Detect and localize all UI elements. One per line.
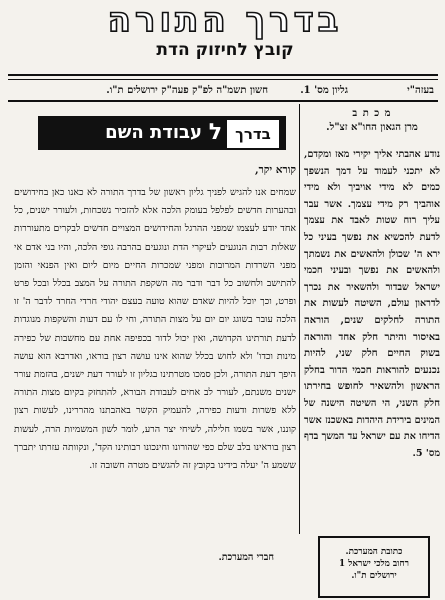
issue-number: גליון מס' 1. bbox=[300, 85, 348, 96]
corner-ornament bbox=[318, 586, 330, 598]
letter-body bbox=[304, 147, 440, 462]
letter-column bbox=[304, 104, 440, 504]
divider-top-thin bbox=[8, 79, 438, 80]
address-line-1: כתובת המערכת. bbox=[345, 547, 403, 557]
address-box bbox=[318, 536, 430, 598]
letter-body-part-1: נודע אהבתי אליך יקירי מאז ומקדם, לא יתכני לעמוד על דמך הנשפך כמים לא מידי אויביך ולא מידי אוהביך רק מידי עצמך. אשר עבר עליך רוח שטות לאבד את עצמך לדעת להכשיא את נפשך בעיני כל ירא ה' שכולן ולהאשים את נשמתך ולהאשים את נפשך ובעיני חכמי ישראל שבדור ולהשאיר את נכרך לדראון עולם, bbox=[304, 149, 440, 310]
article-body: שמחים אנו להגיש לפניך גליון ראשון של בדרך התורה לא כאנו כאן בחידושים ובהערות חדשים לפלפל בעומק הלכה אלא להזכיר נשכחות, ולעורר ישנים, כל אחד יודע לעצמו שמפני ההרגל והחידושים המצויים חדשים לבקרים מתעוררות שאלות רבות הנוגעים לעיקרי הדת ונוגעים בהרבה גופי הלכה, והיו בני אדם אי מפני השרדות המרובות ומפני שמכרות החיים מיום ליום ואין הפנאי והזמן להתישב ולחשוב כל דבר ודבר מה השקפת התורה על המצב בכלל ובכל פרט ופרט, וכך יוכל להיות שאדם שהוא טועה בעצם יהודי חרדי החרד לדבר ה' זו הלכה עובר בשוגג יום יום על מצות התורה, וחי לו עם דעות והשקפות מנוגדות לדעת תורתינו הקדושה, ואין יכול לדור בכפיפה אחת עם מחשבות של כפירה מינות וכדו' ולא לחוש בכלל שהוא אינו עושה רצון בוראו, ואדרבא הוא עושה היפך דעת התורה, ולכן סמכו מטרתינו בגליון זו לעורר דעת ישנים, בהזמת עורר ישנים משנתם, לעורר לב אחים לעבודת הבורא, להתחזק בקיום מצות התורה ללא פשרות ודעות כפירה, להעמיק הקשר באהבתנו מהררינו, לעשות רצון קוננו, אשר בשמו חלילה, לשיחי יצר הרע, לומר לשון המשמיות הרה, לעשות רצון בוראינו בלב שלם כפי שהורונו וחינכונו רבותינו הקד', ונקוותה עזרתו יתברך ששמע ה' יעלה בידינו בקובץ זה להגשים מטרה חשובה זו. bbox=[14, 187, 296, 472]
masthead-title: בדרך התורה bbox=[107, 0, 343, 40]
corner-ornament bbox=[418, 536, 430, 548]
issue-line bbox=[8, 84, 436, 98]
divider-top bbox=[8, 74, 438, 76]
headline-prefix: בדרך bbox=[226, 119, 280, 149]
letter-author: מרן הגאון החו"א זצ"ל. bbox=[326, 122, 418, 133]
article-signature: חברי המערכת. bbox=[218, 552, 274, 563]
article-column bbox=[14, 104, 296, 563]
corner-ornament bbox=[418, 586, 430, 598]
divider-under-issue bbox=[8, 100, 438, 102]
issue-date: חשון תשמ"ה לפ"ק פעה"ק ירושלים ת"ו. bbox=[106, 85, 268, 96]
letter-body-part-2: הי השיטה הישנה של המינים בירידת היהדות באשכנז אשר הדיחו את עם ישראל עד המשך בדף מס' 5. bbox=[304, 397, 440, 459]
letter-heading: מ כ ת ב bbox=[352, 108, 392, 119]
column-divider bbox=[299, 104, 300, 534]
letter-body-emphasis: השיטה לעשות את התורה לחלקים שנים, הוראה באיסור והיתר חלק אחד והוראה בשוק החיים חלק שני, להיות נכנעים להוראות חכמי הדור בחלק הראשון ולהשאיר לחופש בחירתו חלק השני, bbox=[304, 298, 440, 409]
article-headline bbox=[38, 116, 286, 150]
address-line-2: רחוב מלכי ישראל 1 bbox=[339, 559, 409, 569]
corner-ornament bbox=[318, 536, 330, 548]
masthead-subtitle: קובץ לחיזוק הדת bbox=[156, 40, 294, 60]
address-line-3: ירושלים ת"ו. bbox=[351, 571, 397, 581]
article-greeting: קורא יקר, bbox=[254, 164, 296, 176]
issue-bs: בעזה"י bbox=[407, 85, 434, 96]
headline-letter: ל bbox=[208, 120, 222, 145]
headline-main: עבודת השם bbox=[105, 122, 202, 143]
